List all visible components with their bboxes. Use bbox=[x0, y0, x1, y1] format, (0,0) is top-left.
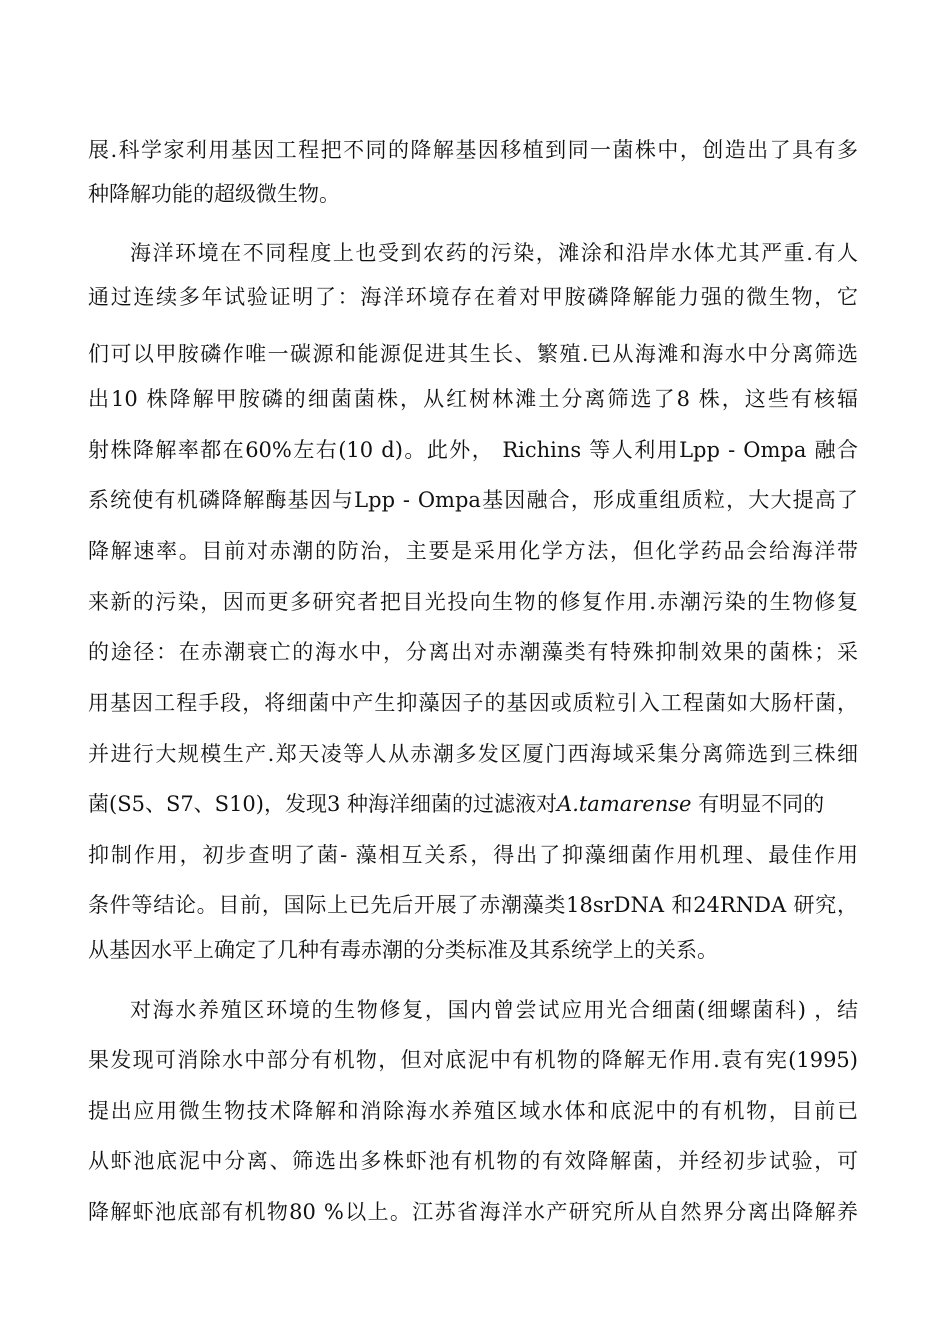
text-line: 系统使有机磷降解酶基因与Lpp - Ompa基因融合，形成重组质粒，大大提高了 bbox=[88, 488, 858, 512]
text-line: 们可以甲胺磷作唯一碳源和能源促进其生长、繁殖.已从海滩和海水中分离筛选 bbox=[88, 342, 858, 366]
text-line: 提出应用微生物技术降解和消除海水养殖区域水体和底泥中的有机物，目前已 bbox=[88, 1099, 858, 1123]
text-line: 从虾池底泥中分离、筛选出多株虾池有机物的有效降解菌，并经初步试验，可 bbox=[88, 1149, 858, 1173]
text-line: 出10 株降解甲胺磷的细菌菌株，从红树林滩土分离筛选了8 株，这些有核辐 bbox=[88, 387, 858, 411]
text-line: 降解虾池底部有机物80 %以上。江苏省海洋水产研究所从自然界分离出降解养 bbox=[88, 1200, 858, 1224]
text-line: 用基因工程手段，将细菌中产生抑藻因子的基因或质粒引入工程菌如大肠杆菌， bbox=[88, 691, 858, 715]
text-line: 并进行大规模生产.郑天凌等人从赤潮多发区厦门西海域采集分离筛选到三株细 bbox=[88, 742, 858, 766]
text-line: 从基因水平上确定了几种有毒赤潮的分类标准及其系统学上的关系。 bbox=[88, 938, 718, 962]
text-line: 降解速率。目前对赤潮的防治，主要是采用化学方法，但化学药品会给海洋带 bbox=[88, 539, 858, 563]
text-line: 种降解功能的超级微生物。 bbox=[88, 182, 340, 206]
text-line: 的途径：在赤潮衰亡的海水中，分离出对赤潮藻类有特殊抑制效果的菌株；采 bbox=[88, 640, 858, 664]
text-segment: 菌(S5、S7、S10)，发现3 种海洋细菌的过滤液对 bbox=[88, 792, 558, 816]
text-line: 来新的污染，因而更多研究者把目光投向生物的修复作用.赤潮污染的生物修复 bbox=[88, 590, 858, 614]
text-line: 展.科学家利用基因工程把不同的降解基因移植到同一菌株中，创造出了具有多 bbox=[88, 138, 858, 162]
text-line: 海洋环境在不同程度上也受到农药的污染，滩涂和沿岸水体尤其严重.有人 bbox=[130, 241, 858, 265]
text-line bbox=[88, 784, 824, 824]
text-line: 果发现可消除水中部分有机物，但对底泥中有机物的降解无作用.袁有宪(1995) bbox=[88, 1048, 858, 1072]
text-line: 通过连续多年试验证明了：海洋环境存在着对甲胺磷降解能力强的微生物，它 bbox=[88, 285, 858, 309]
species-name: A.tamarense bbox=[557, 792, 692, 816]
text-line: 抑制作用，初步查明了菌- 藻相互关系，得出了抑藻细菌作用机理、最佳作用 bbox=[88, 843, 858, 867]
text-line: 对海水养殖区环境的生物修复，国内曾尝试应用光合细菌(细螺菌科) ，结 bbox=[130, 998, 858, 1022]
text-line: 条件等结论。目前，国际上已先后开展了赤潮藻类18srDNA 和24RNDA 研究， bbox=[88, 893, 858, 917]
text-segment: 有明显不同的 bbox=[691, 792, 825, 816]
text-line: 射株降解率都在60%左右(10 d)。此外， Richins 等人利用Lpp - Ompa 融合 bbox=[88, 438, 858, 462]
